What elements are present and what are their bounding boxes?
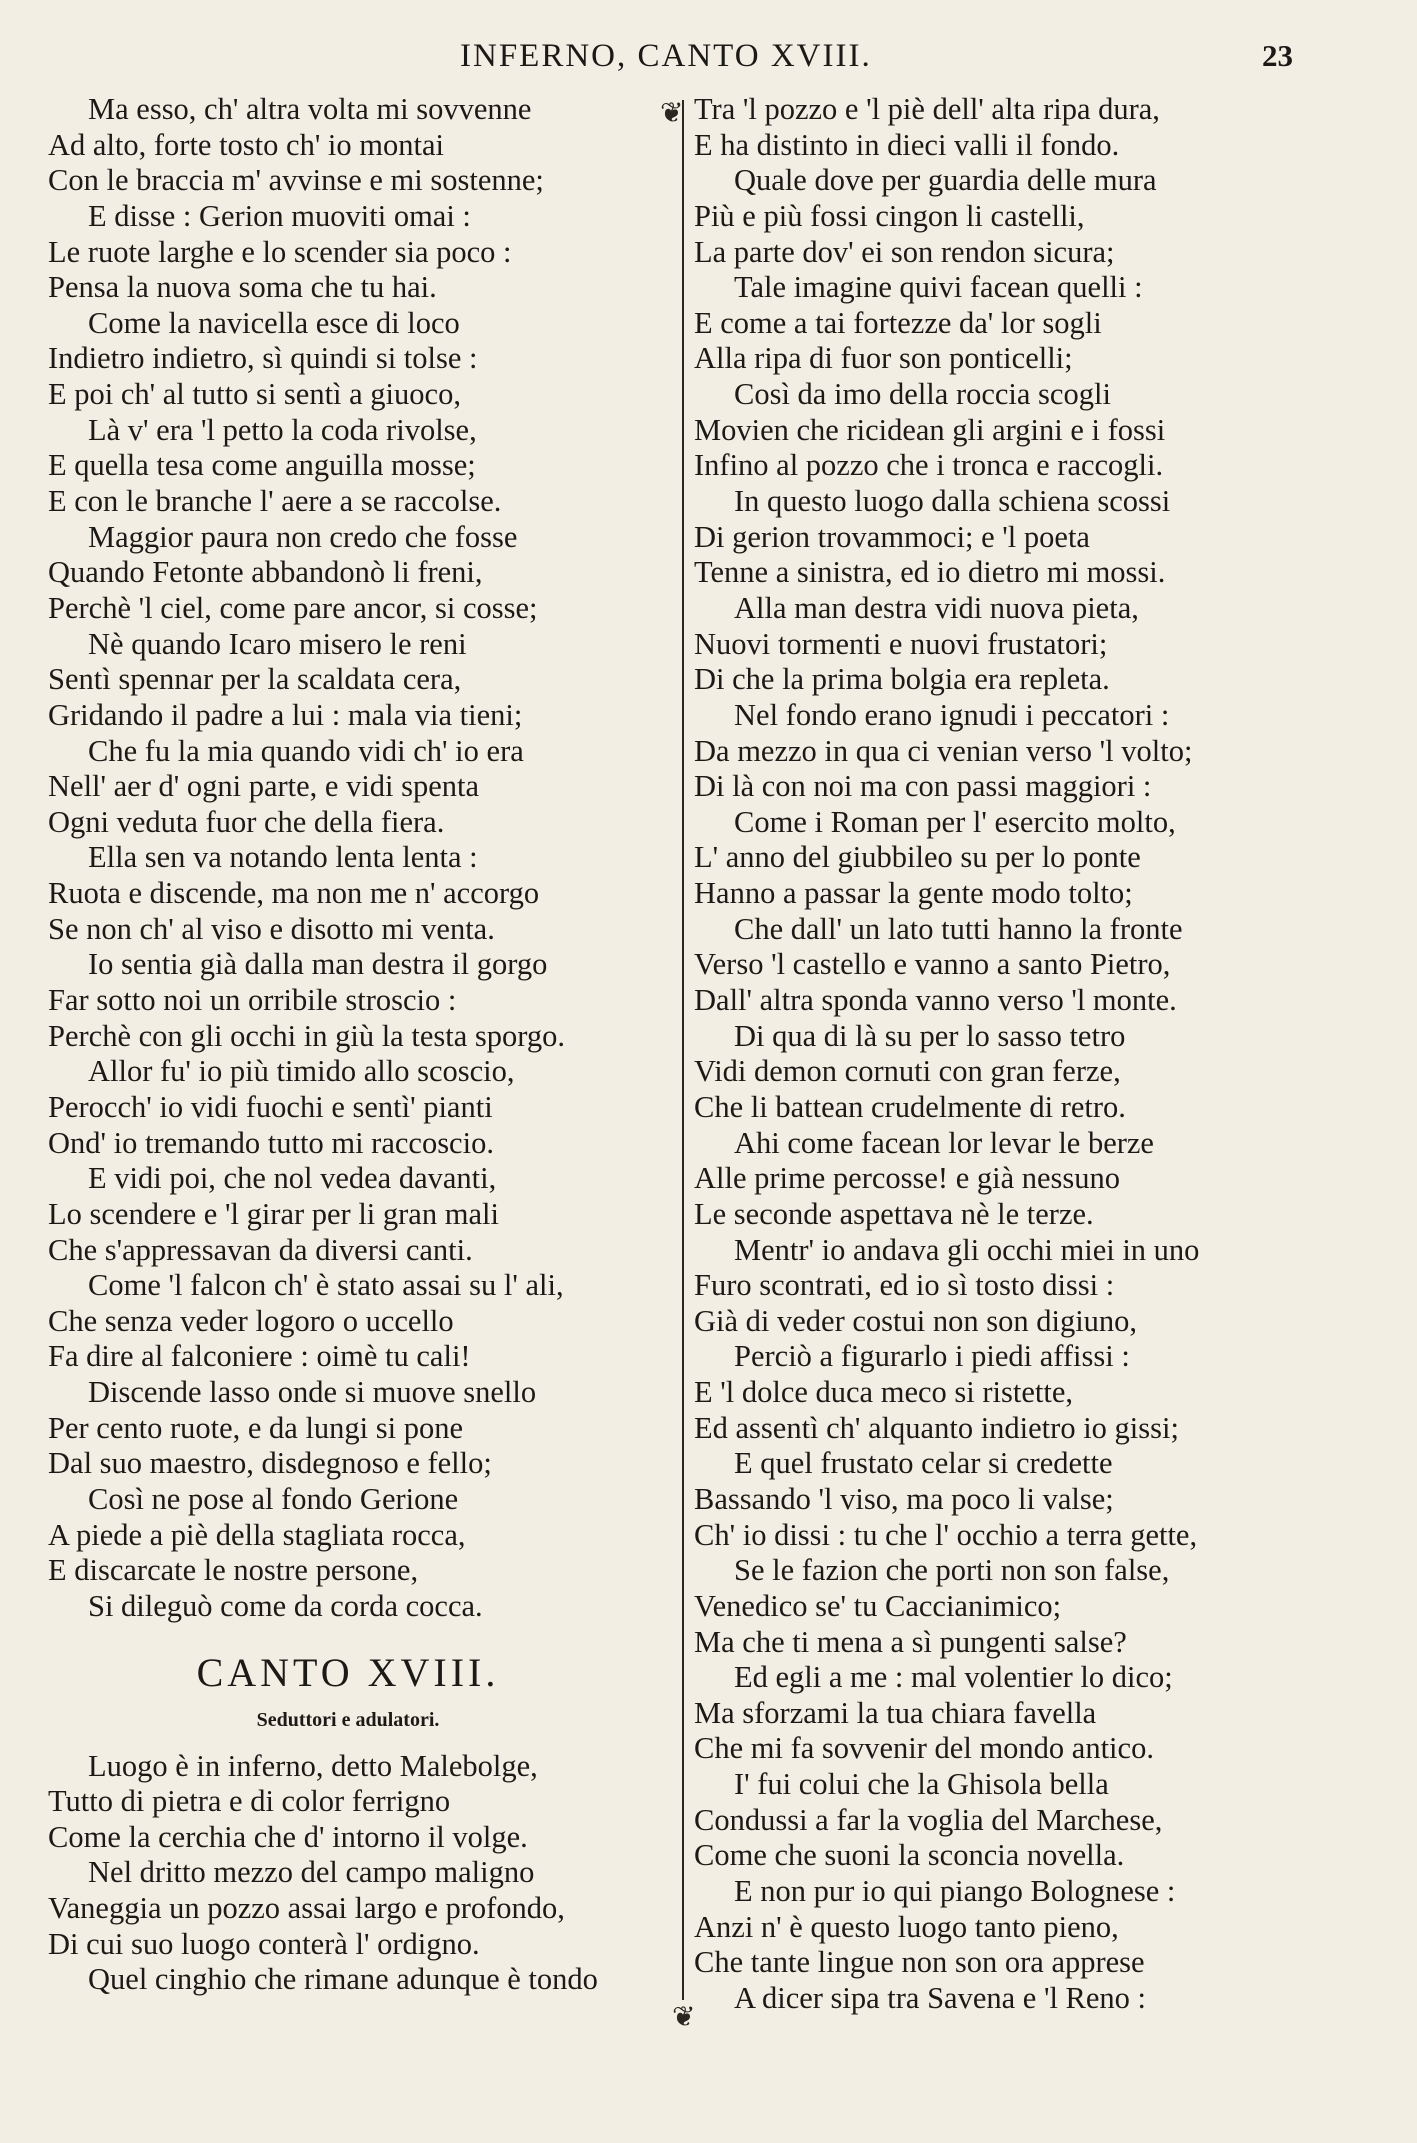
ornament-flourish-icon: ❦	[672, 2002, 696, 2033]
verse-line: In questo luogo dalla schiena scossi	[734, 484, 1171, 519]
verse-line: Dal suo maestro, disdegnoso e fello;	[48, 1446, 492, 1481]
verse-line: Le seconde aspettava nè le terze.	[694, 1196, 1094, 1231]
verse-line: Ed egli a me : mal volentier lo dico;	[734, 1660, 1173, 1695]
verse-line: Dall' altra sponda vanno verso 'l monte.	[694, 983, 1177, 1018]
verse-line: E vidi poi, che nol vedea davanti,	[88, 1161, 497, 1196]
verse-line: Da mezzo in qua ci venian verso 'l volto;	[694, 733, 1193, 768]
verse-line: Perchè 'l ciel, come pare ancor, si cosse;	[48, 590, 538, 625]
verse-line: Perchè con gli occhi in giù la testa sporgo.	[48, 1018, 565, 1053]
verse-line: E come a tai fortezze da' lor sogli	[694, 305, 1102, 340]
verse-line: Quel cinghio che rimane adunque è tondo	[88, 1962, 598, 1997]
verse-line: Indietro indietro, sì quindi si tolse :	[48, 341, 478, 376]
verse-line: A piede a piè della stagliata rocca,	[48, 1517, 466, 1552]
verse-line: Far sotto noi un orribile stroscio :	[48, 983, 457, 1018]
verse-line: Condussi a far la voglia del Marchese,	[694, 1802, 1163, 1837]
verse-line: Con le braccia m' avvinse e mi sostenne;	[48, 163, 544, 198]
page-header	[0, 38, 1417, 88]
verse-line: Tenne a sinistra, ed io dietro mi mossi.	[694, 555, 1166, 590]
verse-line: Tale imagine quivi facean quelli :	[734, 270, 1143, 305]
verse-line: Vaneggia un pozzo assai largo e profondo,	[48, 1891, 565, 1926]
verse-line: E quella tesa come anguilla mosse;	[48, 448, 476, 483]
verse-line: E 'l dolce duca meco si ristette,	[694, 1375, 1073, 1410]
verse-line: Infino al pozzo che i tronca e raccogli.	[694, 448, 1164, 483]
verse-line: Che fu la mia quando vidi ch' io era	[88, 733, 524, 768]
verse-line: E poi ch' al tutto si sentì a giuoco,	[48, 377, 461, 412]
verse-line: La parte dov' ei son rendon sicura;	[694, 234, 1115, 269]
verse-line: Vidi demon cornuti con gran ferze,	[694, 1054, 1121, 1089]
verse-line: Nel dritto mezzo del campo maligno	[88, 1855, 535, 1890]
verse-line: Ch' io dissi : tu che l' occhio a terra gette,	[694, 1517, 1198, 1552]
verse-line: Nè quando Icaro misero le reni	[88, 626, 467, 661]
ornament-flourish-icon: ❦	[660, 98, 684, 129]
verse-line: Che tante lingue non son ora apprese	[694, 1945, 1145, 1980]
verse-line: Quando Fetonte abbandonò li freni,	[48, 555, 483, 590]
verse-line: Che senza veder logoro o uccello	[48, 1303, 454, 1338]
right-column	[694, 92, 1334, 2017]
verse-line: Di qua di là su per lo sasso tetro	[734, 1018, 1126, 1053]
verse-line: Di gerion trovammoci; e 'l poeta	[694, 519, 1090, 554]
verse-line: Ma sforzami la tua chiara favella	[694, 1695, 1097, 1730]
verse-line: E discarcate le nostre persone,	[48, 1553, 419, 1588]
canto-heading: CANTO XVIII.	[196, 1649, 500, 1695]
verse-line: Di là con noi ma con passi maggiori :	[694, 769, 1152, 804]
verse-line: Allor fu' io più timido allo scoscio,	[88, 1054, 515, 1089]
verse-line: Movien che ricidean gli argini e i fossi	[694, 412, 1166, 447]
verse-line: Luogo è in inferno, detto Malebolge,	[88, 1748, 538, 1783]
verse-line: Io sentia già dalla man destra il gorgo	[88, 947, 548, 982]
verse-line: Fa dire al falconiere : oimè tu cali!	[48, 1339, 471, 1374]
verse-line: Gridando il padre a lui : mala via tieni;	[48, 697, 523, 732]
verse-line: Ad alto, forte tosto ch' io montai	[48, 127, 444, 162]
verse-line: Che li battean crudelmente di retro.	[694, 1089, 1126, 1124]
verse-line: Che dall' un lato tutti hanno la fronte	[734, 911, 1183, 946]
verse-line: L' anno del giubbileo su per lo ponte	[694, 840, 1141, 875]
verse-line: Venedico se' tu Caccianimico;	[694, 1588, 1062, 1623]
verse-line: Lo scendere e 'l girar per li gran mali	[48, 1196, 499, 1231]
verse-line: Le ruote larghe e lo scender sia poco :	[48, 234, 512, 269]
verse-line: Così ne pose al fondo Gerione	[88, 1481, 459, 1516]
verse-line: Come 'l falcon ch' è stato assai su l' ali,	[88, 1268, 564, 1303]
canto-subtitle: Seduttori e adulatori.	[256, 1708, 440, 1731]
verse-line: Sentì spennar per la scaldata cera,	[48, 662, 462, 697]
verse-line: Ond' io tremando tutto mi raccoscio.	[48, 1125, 494, 1160]
verse-line: Ogni veduta fuor che della fiera.	[48, 804, 445, 839]
column-divider	[682, 100, 684, 2000]
verse-block-right	[694, 92, 1334, 2017]
verse-line: Hanno a passar la gente modo tolto;	[694, 876, 1133, 911]
verse-line: Perocch' io vidi fuochi e sentì' pianti	[48, 1089, 493, 1124]
left-column	[48, 92, 688, 1998]
verse-line: Verso 'l castello e vanno a santo Pietro,	[694, 947, 1171, 982]
verse-line: Mentr' io andava gli occhi miei in uno	[734, 1232, 1200, 1267]
verse-line: Come i Roman per l' esercito molto,	[734, 804, 1176, 839]
verse-line: Ahi come facean lor levar le berze	[734, 1125, 1154, 1160]
verse-line: I' fui colui che la Ghisola bella	[734, 1767, 1109, 1802]
verse-line: Perciò a figurarlo i piedi affissi :	[734, 1339, 1130, 1374]
running-title: INFERNO, CANTO XVIII.	[460, 38, 872, 74]
verse-line: Che mi fa sovvenir del mondo antico.	[694, 1731, 1154, 1766]
verse-line: Tutto di pietra e di color ferrigno	[48, 1784, 451, 1819]
verse-line: Alla man destra vidi nuova pieta,	[734, 590, 1139, 625]
verse-block-canto-xviii-start	[48, 1749, 688, 1998]
verse-line: Così da imo della roccia scogli	[734, 377, 1111, 412]
verse-line: Se non ch' al viso e disotto mi venta.	[48, 911, 495, 946]
verse-line: Ruota e discende, ma non me n' accorgo	[48, 876, 540, 911]
verse-line: Come la cerchia che d' intorno il volge.	[48, 1819, 528, 1854]
verse-line: E ha distinto in dieci valli il fondo.	[694, 127, 1120, 162]
verse-line: Ma esso, ch' altra volta mi sovvenne	[88, 92, 532, 126]
verse-line: Come che suoni la sconcia novella.	[694, 1838, 1125, 1873]
verse-line: Nuovi tormenti e nuovi frustatori;	[694, 626, 1108, 661]
verse-line: E non pur io qui piango Bolognese :	[734, 1874, 1176, 1909]
verse-line: Di che la prima bolgia era repleta.	[694, 662, 1110, 697]
verse-line: Ma che ti mena a sì pungenti salse?	[694, 1624, 1127, 1659]
verse-line: Tra 'l pozzo e 'l piè dell' alta ripa dura,	[694, 92, 1160, 126]
page-number: 23	[1262, 38, 1293, 73]
verse-line: Di cui suo luogo conterà l' ordigno.	[48, 1926, 480, 1961]
verse-line: Là v' era 'l petto la coda rivolse,	[88, 412, 477, 447]
verse-line: E quel frustato celar si credette	[734, 1446, 1113, 1481]
verse-line: Già di veder costui non son digiuno,	[694, 1303, 1138, 1338]
verse-line: Per cento ruote, e da lungi si pone	[48, 1410, 464, 1445]
verse-line: E con le branche l' aere a se raccolse.	[48, 484, 502, 519]
verse-line: Discende lasso onde si muove snello	[88, 1375, 537, 1410]
verse-line: Più e più fossi cingon li castelli,	[694, 198, 1085, 233]
verse-line: Furo scontrati, ed io sì tosto dissi :	[694, 1268, 1115, 1303]
verse-line: Se le fazion che porti non son false,	[734, 1553, 1170, 1588]
verse-line: Bassando 'l viso, ma poco li valse;	[694, 1481, 1114, 1516]
verse-line: A dicer sipa tra Savena e 'l Reno :	[734, 1980, 1147, 2015]
verse-line: E disse : Gerion muoviti omai :	[88, 198, 471, 233]
verse-line: Alle prime percosse! e già nessuno	[694, 1161, 1121, 1196]
verse-line: Nel fondo erano ignudi i peccatori :	[734, 697, 1170, 732]
verse-line: Alla ripa di fuor son ponticelli;	[694, 341, 1073, 376]
verse-line: Si dileguò come da corda cocca.	[88, 1588, 483, 1623]
verse-line: Quale dove per guardia delle mura	[734, 163, 1157, 198]
verse-line: Come la navicella esce di loco	[88, 305, 460, 340]
verse-block-canto-xvii-end	[48, 92, 688, 1625]
verse-line: Maggior paura non credo che fosse	[88, 519, 518, 554]
verse-line: Ed assentì ch' alquanto indietro io gissi;	[694, 1410, 1179, 1445]
verse-line: Anzi n' è questo luogo tanto pieno,	[694, 1909, 1119, 1944]
verse-line: Nell' aer d' ogni parte, e vidi spenta	[48, 769, 480, 804]
verse-line: Pensa la nuova soma che tu hai.	[48, 270, 437, 305]
verse-line: Ella sen va notando lenta lenta :	[88, 840, 478, 875]
verse-line: Che s'appressavan da diversi canti.	[48, 1232, 473, 1267]
